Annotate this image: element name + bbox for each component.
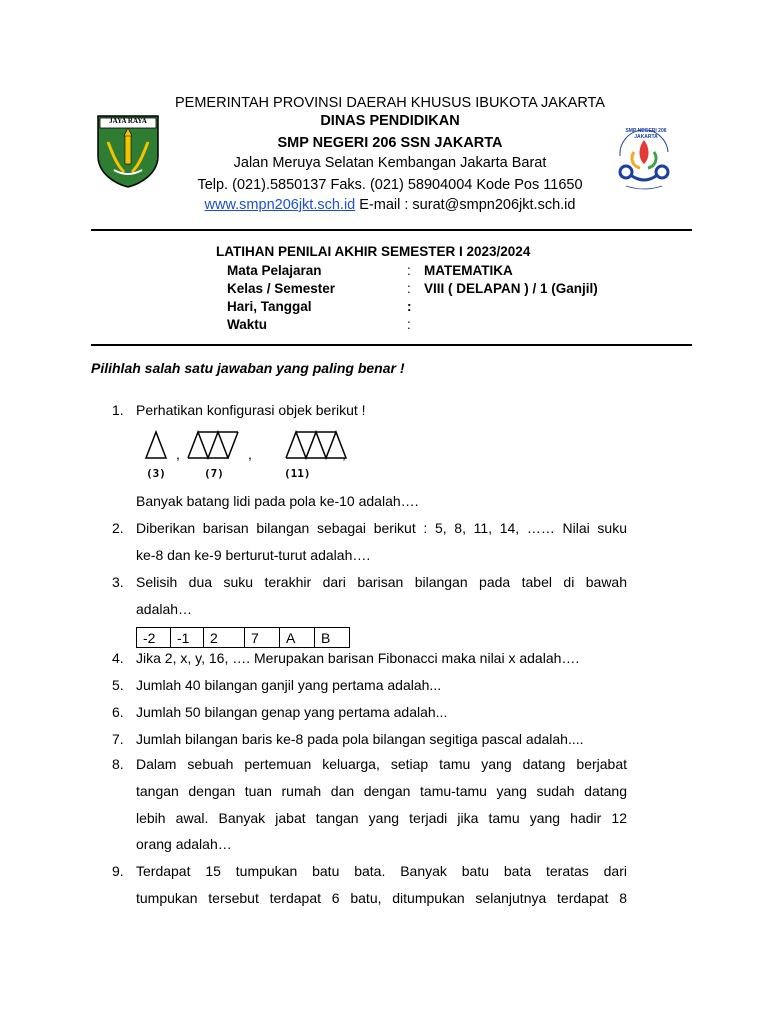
question-text: Jumlah 40 bilangan ganjil yang pertama adalah...	[136, 677, 442, 693]
matchstick-pattern-figure	[136, 428, 366, 484]
question-text: Perhatikan konfigurasi objek berikut !	[136, 402, 366, 418]
info-colon: :	[407, 263, 411, 278]
question-number: 2.	[112, 520, 124, 536]
question-text: tangan dengan tuan rumah dan dengan tamu-tamu yang sudah datang	[136, 783, 627, 799]
instruction-text: Pilihlah salah satu jawaban yang paling benar !	[91, 360, 405, 376]
info-key: Hari, Tanggal	[227, 299, 312, 314]
question-text: orang adalah…	[136, 836, 232, 852]
info-divider	[91, 344, 692, 346]
table-cell: 2	[204, 628, 245, 648]
pattern-triangles-2	[188, 432, 228, 458]
question-text: Terdapat 15 tumpukan batu bata. Banyak batu bata teratas dari	[136, 863, 627, 879]
question-text: Diberikan barisan bilangan sebagai berikut : 5, 8, 11, 14, …… Nilai suku	[136, 520, 627, 536]
table-cell: 7	[245, 628, 280, 648]
question-number: 8.	[112, 756, 124, 772]
question-number: 9.	[112, 863, 124, 879]
header-department: DINAS PENDIDIKAN	[320, 113, 460, 129]
header-divider	[91, 229, 692, 231]
question-text: Selisih dua suku terakhir dari barisan bilangan pada tabel di bawah	[136, 574, 627, 590]
pattern-label: (7)	[204, 467, 224, 480]
header-contact	[0, 195, 768, 215]
pattern-separator: ,	[176, 446, 180, 462]
table-cell: B	[315, 628, 350, 648]
question-number: 7.	[112, 731, 124, 747]
question-number: 6.	[112, 704, 124, 720]
table-cell: -1	[171, 628, 204, 648]
header-phone: Telp. (021).5850137 Faks. (021) 58904004 Kode Pos 11650	[197, 177, 583, 193]
left-logo-text: JAYA RAYA	[109, 117, 147, 125]
question-number: 1.	[112, 402, 124, 418]
right-logo-text: SMP NEGERI 206 JAKARTA	[625, 128, 667, 140]
info-key: Mata Pelajaran	[227, 263, 322, 278]
question-text: Jumlah bilangan baris ke-8 pada pola bilangan segitiga pascal adalah....	[136, 731, 584, 747]
info-colon: :	[407, 317, 411, 332]
question-text: tumpukan tersebut terdapat 6 batu, ditumpukan selanjutnya terdapat 8	[136, 890, 627, 906]
header-address: Jalan Meruya Selatan Kembangan Jakarta Barat	[233, 155, 547, 171]
header-government: PEMERINTAH PROVINSI DAERAH KHUSUS IBUKOTA JAKARTA	[175, 95, 605, 111]
website-link[interactable]: www.smpn206jkt.sch.id	[204, 197, 356, 213]
pattern-separator: ,	[342, 446, 346, 462]
question-text: Jika 2, x, y, 16, …. Merupakan barisan Fibonacci maka nilai x adalah….	[136, 650, 580, 666]
question-text: adalah…	[136, 601, 193, 617]
info-key: Kelas / Semester	[227, 281, 336, 296]
header-school-name: SMP NEGERI 206 SSN JAKARTA	[277, 135, 503, 151]
info-colon: :	[407, 299, 412, 314]
info-value: VIII ( DELAPAN ) / 1 (Ganjil)	[424, 281, 598, 296]
pattern-triangle	[146, 432, 166, 458]
pattern-label: (3)	[146, 467, 166, 480]
question-number: 5.	[112, 677, 124, 693]
email-text: E-mail : surat@smpn206jkt.sch.id	[359, 197, 576, 213]
info-key: Waktu	[227, 317, 267, 332]
pattern-separator: ,	[248, 446, 252, 462]
pattern-label: (11)	[284, 467, 311, 480]
question-text: Jumlah 50 bilangan genap yang pertama adalah...	[136, 704, 448, 720]
exam-title: LATIHAN PENILAI AKHIR SEMESTER I 2023/2024	[216, 244, 531, 259]
question-text: Dalam sebuah pertemuan keluarga, setiap tamu yang datang berjabat	[136, 756, 627, 772]
question-number: 4.	[112, 650, 124, 666]
table-cell: -2	[137, 628, 171, 648]
question-text: Banyak batang lidi pada pola ke-10 adalah….	[136, 493, 419, 509]
question-number: 3.	[112, 574, 124, 590]
info-value: MATEMATIKA	[424, 263, 513, 278]
pattern-triangles-3	[286, 432, 346, 458]
table-cell: A	[280, 628, 315, 648]
info-colon: :	[407, 281, 411, 296]
question-text: ke-8 dan ke-9 berturut-turut adalah….	[136, 547, 371, 563]
question-text: lebih awal. Banyak jabat tangan yang terjadi jika tamu yang hadir 12	[136, 810, 627, 826]
